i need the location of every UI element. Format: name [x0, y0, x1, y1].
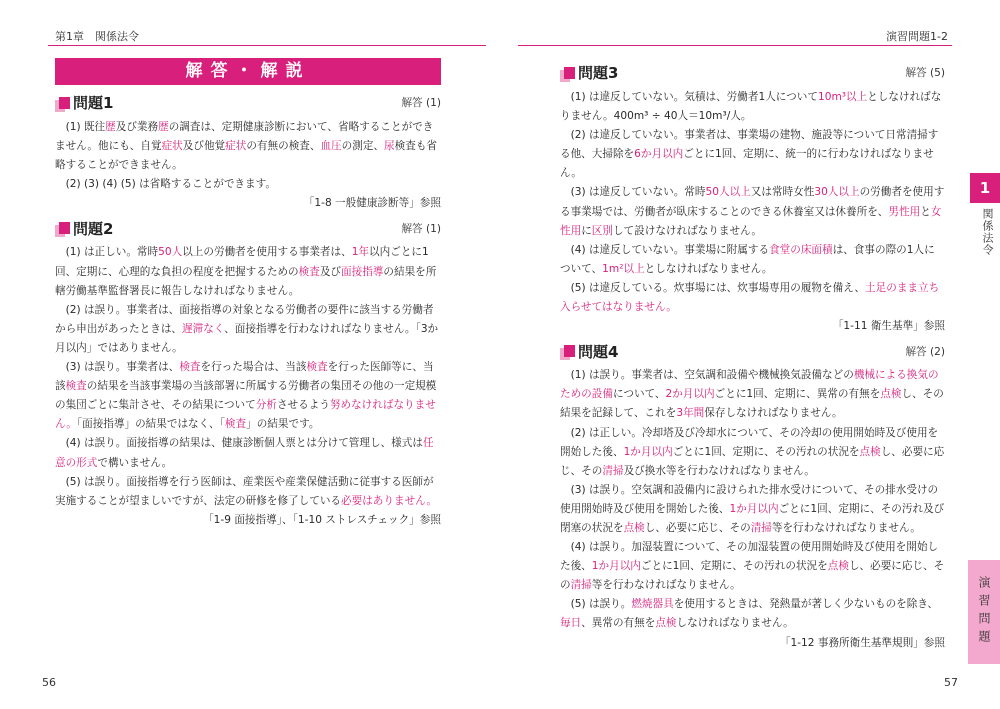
text-run: としなければなりません。400m³ ÷ 40人＝10m³/人。 [560, 91, 942, 123]
highlighted-term: 血圧 [320, 140, 342, 153]
highlighted-term: 検査 [298, 265, 320, 278]
question-title [560, 64, 618, 83]
answer-label: 解答 (5) [905, 67, 945, 80]
highlighted-term: 努めなければなりません。 [55, 399, 436, 431]
text-run: の調査は、定期健康診断において、省略することができません。他にも、自覚 [55, 121, 434, 153]
answer-label: 解答 (2) [905, 345, 945, 358]
highlighted-term: 分析 [255, 399, 277, 412]
answers-banner: 解答・解説 [55, 58, 441, 85]
question-block [55, 94, 441, 213]
highlighted-term: 清掃 [602, 464, 624, 477]
text-run: 、面接指導を行わなければなりません。「3か月以内」ではありません。 [55, 322, 439, 354]
page-number-left: 56 [42, 676, 56, 689]
reference-note: 「1-11 衛生基準」参照 [832, 320, 945, 333]
text-run: の結果を当該事業場の当該部署に所属する労働者の集団その他の一定規模の集団ごとに集計させ、その結果について [55, 380, 437, 412]
page-number-right: 57 [944, 676, 958, 689]
square-marker-icon [560, 345, 575, 360]
highlighted-term: 1か月以内 [623, 445, 673, 458]
text-run: (1) 既往 [65, 121, 106, 133]
square-marker-icon [560, 67, 575, 82]
chapter-tab-label: 関係法令 [981, 208, 994, 256]
text-run: 」の結果です。 [246, 418, 320, 431]
highlighted-term: 遅滞なく [182, 322, 225, 335]
left-questions [55, 94, 441, 530]
highlighted-term: 検査 [306, 361, 328, 374]
text-run: (3) は誤り。事業者は、 [65, 361, 180, 374]
running-header-section: 演習問題1-2 [886, 30, 948, 43]
text-run: し、その結果を記録して、これを [560, 388, 944, 420]
text-run: (3) は誤り。空気調和設備内に設けられた排水受けについて、その排水受けの使用開始時及び使用を開始した後、 [560, 483, 939, 515]
highlighted-term: 点検 [623, 521, 645, 534]
text-run: の有無の検査、 [246, 140, 321, 153]
text-run: (1) は正しい。常時 [65, 246, 159, 259]
header-rule-left [48, 45, 486, 46]
explanation-paragraph [560, 279, 945, 317]
text-run: で構いません。 [97, 456, 173, 469]
text-run: 検査も省略することができません。 [55, 140, 438, 172]
text-run: 及び換水等を行わなければなりません。 [623, 464, 815, 477]
text-run: (4) は違反していない。事業場に附属する [570, 243, 770, 256]
text-run: (4) は誤り。加湿装置について、その加湿装置の使用開始時及び使用を開始した後、 [560, 541, 939, 573]
text-run: を行った場合は、当該 [200, 361, 307, 374]
explanation-paragraph [55, 473, 441, 511]
highlighted-term: 1m²以上 [602, 262, 645, 275]
question-title [55, 220, 113, 239]
square-marker-icon [55, 222, 70, 237]
highlighted-term: 食堂の床面積 [769, 243, 833, 256]
explanation-paragraph [560, 88, 945, 126]
left-column [55, 58, 441, 534]
question-block [560, 342, 945, 652]
explanation-paragraph [55, 301, 441, 358]
text-run: 等を行わなければなりません。 [771, 521, 921, 534]
highlighted-term: 清掃 [750, 521, 772, 534]
text-run: について、 [612, 388, 666, 401]
highlighted-term: 必要はありません。 [341, 494, 438, 507]
highlighted-term: 土足のまま立ち入らせてはなりません。 [560, 281, 940, 314]
text-run: 等を行わなければなりません。 [591, 579, 741, 592]
highlighted-term: 任意の形式 [55, 437, 434, 469]
answer-label: 解答 (1) [401, 97, 441, 110]
question-title-text: 問題3 [578, 64, 619, 83]
highlighted-term: 点検 [655, 617, 677, 630]
text-run: 保存しなければなりません。 [704, 407, 843, 420]
highlighted-term: 機械による換気のための設備 [560, 369, 939, 401]
text-run: を使用するときは、発熱量が著しく少ないものを除き、 [673, 598, 939, 611]
text-run: 以上の労働者を使用する事業者は、 [182, 246, 352, 259]
question-title-text: 問題1 [73, 94, 114, 113]
text-run: しなければなりません。 [676, 617, 794, 630]
text-run: は、食事の際の1人について、 [560, 243, 935, 275]
highlighted-term: 歴 [105, 121, 116, 133]
explanation-paragraph [560, 595, 945, 633]
highlighted-term: 1年 [351, 246, 370, 259]
text-run: の測定、 [341, 140, 385, 153]
highlighted-term: 点検 [880, 388, 902, 401]
text-run: 及び他覚 [182, 140, 226, 153]
reference-note: 「1-9 面接指導」、「1-10 ストレスチェック」参照 [203, 513, 441, 526]
square-marker-icon [55, 97, 70, 112]
text-run: (2) (3) (4) (5) は省略することができます。 [65, 178, 276, 191]
highlighted-term: 1か月以内 [591, 560, 641, 573]
text-run: ごとに1回、定期に、その汚れ及び閉塞の状況を [560, 502, 945, 534]
highlighted-term: 症状 [225, 140, 247, 153]
running-header-chapter: 第1章 関係法令 [55, 30, 139, 43]
highlighted-term: 3年間 [676, 407, 705, 420]
highlighted-term: 6か月以内 [634, 148, 684, 161]
text-run: (2) は正しい。冷却塔及び冷却水について、その冷却の使用開始時及び使用を開始した後、 [560, 426, 939, 458]
text-run: (3) は違反していない。常時 [570, 186, 706, 199]
text-run: (2) は違反していない。事業者は、事業場の建物、施設等について日常清掃する他、大掃除を [560, 129, 939, 161]
text-run: と [920, 205, 931, 218]
text-run: (5) は誤り。 [570, 598, 632, 611]
text-run: に [581, 224, 592, 237]
chapter-tab: 1 [970, 173, 1000, 203]
explanation-paragraph [55, 358, 441, 434]
question-title [55, 94, 113, 113]
header-rule-right [518, 45, 952, 46]
reference-note: 「1-12 事務所衛生基準規則」参照 [779, 636, 945, 649]
text-run: し、必要に応じ、その [644, 521, 751, 534]
explanation-paragraph [55, 434, 441, 472]
highlighted-term: 検査 [179, 361, 201, 374]
text-run: 又は常時女性 [750, 186, 815, 199]
highlighted-term: 女性用 [560, 205, 942, 237]
highlighted-term: 面接指導 [341, 265, 384, 278]
explanation-paragraph [560, 241, 945, 279]
text-run: 及び [319, 265, 342, 278]
text-run: させるよう [276, 399, 330, 412]
text-run: し、必要に応じ、その [560, 560, 945, 592]
explanation-paragraph [560, 538, 945, 595]
text-run: 以内ごとに1回、定期に、心理的な負担の程度を把握するための [55, 246, 429, 278]
explanation-paragraph [560, 126, 945, 183]
text-run: (4) は誤り。面接指導の結果は、健康診断個人票とは分けて管理し、様式は [65, 437, 423, 450]
text-run: 、異常の有無を [581, 617, 656, 630]
square-marker-front [564, 345, 575, 357]
question-block [55, 219, 441, 529]
text-run: ごとに1回、定期に、異常の有無を [714, 388, 881, 401]
explanation-paragraph [55, 175, 441, 194]
highlighted-term: 50人以上 [705, 186, 751, 199]
highlighted-term: 燃焼器具 [631, 598, 674, 611]
highlighted-term: 症状 [161, 140, 183, 153]
highlighted-term: 区別 [591, 224, 613, 237]
highlighted-term: 1か月以内 [729, 502, 779, 515]
question-heading [560, 64, 945, 84]
highlighted-term: 尿 [384, 140, 395, 153]
highlighted-term: 30人以上 [814, 186, 860, 199]
explanation-paragraph [560, 424, 945, 481]
highlighted-term: 2か月以内 [665, 388, 715, 401]
text-run: を行った医師等に、当該 [55, 361, 434, 393]
text-run: (1) は誤り。事業者は、空気調和設備や機械換気設備などの [570, 369, 854, 382]
square-marker-front [564, 67, 575, 79]
text-run: 及び業務 [115, 121, 159, 133]
text-run: の結果を所轄労働基準監督署長に報告しなければなりません。 [55, 265, 437, 297]
highlighted-term: 10m³以上 [817, 91, 868, 103]
square-marker-front [59, 222, 70, 234]
question-title-text: 問題4 [578, 342, 619, 361]
explanation-paragraph [55, 118, 441, 175]
reference-note: 「1-8 一般健康診断等」参照 [303, 197, 441, 210]
highlighted-term: 検査 [224, 418, 247, 431]
highlighted-term: 毎日 [560, 617, 582, 630]
answer-label: 解答 (1) [401, 222, 441, 235]
question-heading [55, 94, 441, 114]
question-title [560, 343, 618, 362]
text-run: 「面接指導」の結果ではなく、「 [76, 418, 225, 431]
highlighted-term: 50人 [158, 246, 183, 259]
question-block [560, 64, 945, 336]
square-marker-front [59, 97, 70, 109]
text-run: の労働者を使用する事業場では、労働者が臥床することのできる休養室又は休養所を、 [560, 186, 945, 218]
text-run: し、必要に応じ、その [560, 445, 945, 477]
highlighted-term: 点検 [827, 560, 849, 573]
text-run: (1) は違反していない。気積は、労働者1人について [570, 91, 818, 103]
highlighted-term: 清掃 [570, 579, 592, 592]
explanation-paragraph [55, 243, 441, 300]
highlighted-term: 歴 [158, 121, 169, 133]
question-heading [55, 219, 441, 239]
text-run: ごとに1回、定期に、その汚れの状況を [672, 445, 860, 458]
text-run: (2) は誤り。事業者は、面接指導の対象となる労働者の要件に該当する労働者から申出があったときは、 [55, 303, 434, 335]
explanation-paragraph [560, 481, 945, 538]
text-run: としなければなりません。 [644, 262, 773, 275]
right-column [560, 58, 945, 657]
right-questions [560, 64, 945, 653]
text-run: ごとに1回、定期に、統一的に行わなければなりません。 [560, 148, 934, 180]
highlighted-term: 点検 [859, 445, 881, 458]
text-run: (5) は誤り。面接指導を行う医師は、産業医や産業保健活動に従事する医師が実施することが望ましいですが、法定の研修を修了している [55, 475, 434, 507]
explanation-paragraph [560, 366, 945, 423]
explanation-paragraph [560, 183, 945, 240]
highlighted-term: 検査 [65, 380, 87, 393]
highlighted-term: 男性用 [888, 205, 921, 218]
exercise-side-tab: 演習問題 [968, 560, 1000, 664]
text-run: ごとに1回、定期に、その汚れの状況を [640, 560, 828, 573]
text-run: して設けなければなりません。 [612, 224, 762, 237]
question-heading [560, 342, 945, 362]
text-run: (5) は違反している。炊事場には、炊事場専用の履物を備え、 [570, 281, 866, 294]
question-title-text: 問題2 [73, 219, 114, 238]
